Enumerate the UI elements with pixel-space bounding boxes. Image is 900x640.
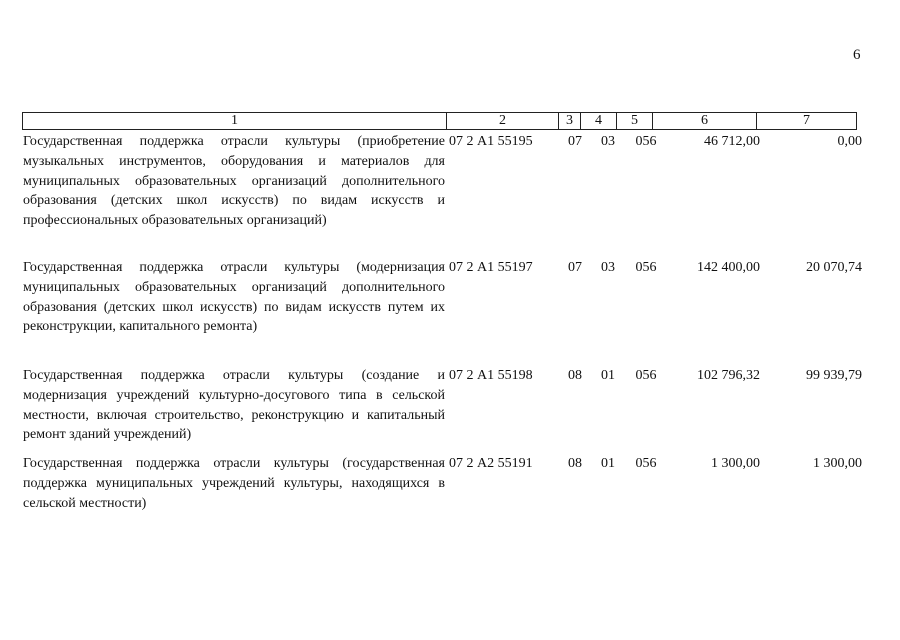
header-col-4: 4 — [581, 113, 617, 130]
row-section: 08 — [568, 368, 582, 383]
header-col-3: 3 — [559, 113, 581, 130]
row-section: 07 — [568, 260, 582, 275]
row-type: 056 — [635, 456, 657, 471]
row-amount-fact: 1 300,00 — [813, 456, 862, 471]
row-amount-plan: 46 712,00 — [704, 134, 760, 149]
table-header — [22, 112, 857, 130]
row-amount-fact: 0,00 — [837, 134, 862, 149]
row-code: 07 2 А1 55195 — [449, 134, 533, 149]
row-amount-fact: 20 070,74 — [806, 260, 862, 275]
row-subsection: 03 — [601, 134, 615, 149]
row-section: 07 — [568, 134, 582, 149]
row-section: 08 — [568, 456, 582, 471]
header-col-7: 7 — [757, 113, 857, 130]
header-row — [23, 113, 857, 130]
row-type: 056 — [635, 134, 657, 149]
row-code: 07 2 А1 55197 — [449, 260, 533, 275]
row-description: Государственная поддержка отрасли культуры (создание и модернизация учреждений культурно-досугового типа в сельской местности, включая строительство, реконструкцию и капитальный ремонт зданий учреждений) — [23, 368, 445, 443]
row-type: 056 — [635, 368, 657, 383]
row-type: 056 — [635, 260, 657, 275]
row-subsection: 03 — [601, 260, 615, 275]
row-code: 07 2 А1 55198 — [449, 368, 533, 383]
header-col-1: 1 — [23, 113, 447, 130]
row-description: Государственная поддержка отрасли культуры (приобретение музыкальных инструментов, оборудования и материалов для муниципальных образовательных организаций дополнительного образования (детских школ искусств) по видам искусств и профессиональных образовательных организаций) — [23, 134, 445, 229]
row-subsection: 01 — [601, 456, 615, 471]
row-amount-plan: 1 300,00 — [711, 456, 760, 471]
row-description: Государственная поддержка отрасли культуры (модернизация муниципальных образовательных организаций дополнительного образования (детских школ искусств) по видам искусств путем их реконструкции, капитального ремонта) — [23, 260, 445, 335]
row-subsection: 01 — [601, 368, 615, 383]
page-number: 6 — [853, 47, 861, 63]
row-amount-fact: 99 939,79 — [806, 368, 862, 383]
row-code: 07 2 А2 55191 — [449, 456, 533, 471]
row-amount-plan: 142 400,00 — [697, 260, 760, 275]
header-col-6: 6 — [653, 113, 757, 130]
header-col-2: 2 — [447, 113, 559, 130]
row-description: Государственная поддержка отрасли культуры (государственная поддержка муниципальных учреждений культуры, находящихся в сельской местности) — [23, 456, 445, 511]
header-col-5: 5 — [617, 113, 653, 130]
row-amount-plan: 102 796,32 — [697, 368, 760, 383]
